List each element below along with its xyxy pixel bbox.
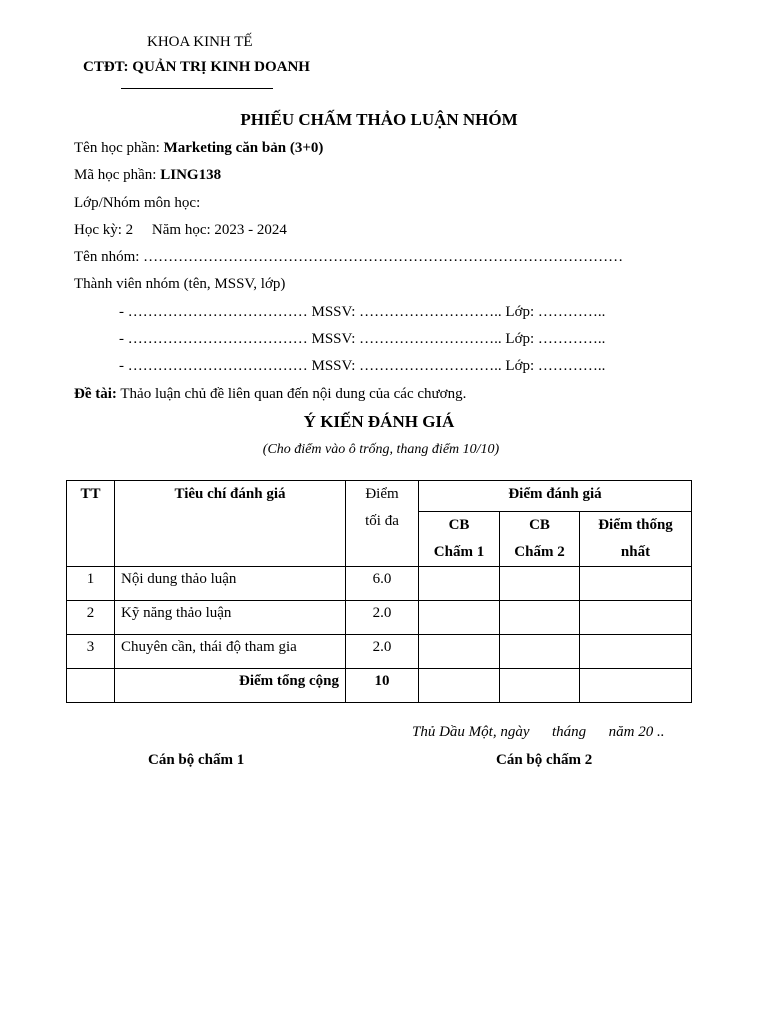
header-cb2-line2: Chấm 2 (514, 544, 565, 560)
group-name-line: Tên nhóm: …………………………………………………………………………………… (74, 249, 624, 265)
total-cell-cb1[interactable] (419, 669, 500, 703)
header-cb2 (500, 512, 580, 567)
semester-line: Học kỳ: 2 Năm học: 2023 - 2024 (74, 222, 287, 238)
header-underline (121, 88, 273, 89)
header-final (580, 512, 692, 567)
member-line: - ……………………………… MSSV: ……………………….. Lớp: ………….. (119, 304, 606, 320)
score-cell-cb1[interactable] (419, 601, 500, 635)
row-tt: 3 (67, 635, 115, 669)
row-tt: 2 (67, 601, 115, 635)
total-cell-final[interactable] (580, 669, 692, 703)
row-max: 2.0 (346, 601, 419, 635)
header-scores: Điểm đánh giá (419, 481, 692, 512)
score-cell-final[interactable] (580, 601, 692, 635)
course-value: Marketing căn bản (3+0) (163, 140, 324, 156)
assessment-heading: Ý KIẾN ĐÁNH GIÁ (303, 412, 455, 431)
grading-table (66, 480, 692, 703)
score-cell-final[interactable] (580, 635, 692, 669)
header-max-line1: Điểm (365, 486, 399, 502)
faculty-name: KHOA KINH TẾ (147, 34, 253, 50)
header-tt: TT (67, 481, 115, 567)
row-criteria: Nội dung thảo luận (115, 567, 346, 601)
header-cb1-line2: Chấm 1 (433, 544, 485, 560)
score-cell-cb2[interactable] (500, 601, 580, 635)
grader2-label: Cán bộ chấm 2 (496, 752, 593, 768)
topic-value: Thảo luận chủ đề liên quan đến nội dung của các chương. (116, 386, 467, 402)
header-final-line2: nhất (620, 544, 651, 560)
table-row (67, 567, 692, 601)
class-line: Lớp/Nhóm môn học: (74, 195, 201, 211)
header-final-line1: Điểm thống (598, 517, 673, 533)
total-empty-cell (67, 669, 115, 703)
header-cb1-line1: CB (448, 517, 470, 533)
grader1-label: Cán bộ chấm 1 (148, 752, 245, 768)
members-label: Thành viên nhóm (tên, MSSV, lớp) (74, 276, 286, 292)
topic-line (74, 386, 466, 403)
header-max-line2: tối đa (365, 513, 399, 529)
total-cell-cb2[interactable] (500, 669, 580, 703)
table-row (67, 601, 692, 635)
table-row (67, 635, 692, 669)
topic-label: Đề tài: (74, 386, 117, 402)
total-label: Điểm tổng cộng (115, 669, 346, 703)
total-row (67, 669, 692, 703)
member-line: - ……………………………… MSSV: ……………………….. Lớp: ………….. (119, 331, 606, 347)
assessment-instruction: (Cho điểm vào ô trống, thang điểm 10/10) (262, 442, 500, 457)
header-cb1 (419, 512, 500, 567)
total-value: 10 (346, 669, 419, 703)
row-tt: 1 (67, 567, 115, 601)
code-value: LING138 (160, 167, 222, 183)
header-criteria: Tiêu chí đánh giá (115, 481, 346, 567)
score-cell-cb1[interactable] (419, 635, 500, 669)
member-line: - ……………………………… MSSV: ……………………….. Lớp: ………….. (119, 358, 606, 374)
score-cell-final[interactable] (580, 567, 692, 601)
header-max-score (346, 481, 419, 567)
score-cell-cb2[interactable] (500, 635, 580, 669)
code-label: Mã học phần: (74, 167, 161, 183)
course-line (74, 140, 323, 157)
row-max: 6.0 (346, 567, 419, 601)
score-cell-cb2[interactable] (500, 567, 580, 601)
row-criteria: Kỹ năng thảo luận (115, 601, 346, 635)
score-cell-cb1[interactable] (419, 567, 500, 601)
header-cb2-line1: CB (529, 517, 550, 533)
page-title: PHIẾU CHẤM THẢO LUẬN NHÓM (240, 110, 518, 129)
course-label: Tên học phần: (74, 140, 164, 156)
row-criteria: Chuyên cần, thái độ tham gia (115, 635, 346, 669)
place-date: Thủ Dầu Một, ngày tháng năm 20 .. (412, 724, 665, 740)
program-name: CTĐT: QUẢN TRỊ KINH DOANH (83, 59, 310, 75)
code-line (74, 167, 221, 184)
row-max: 2.0 (346, 635, 419, 669)
